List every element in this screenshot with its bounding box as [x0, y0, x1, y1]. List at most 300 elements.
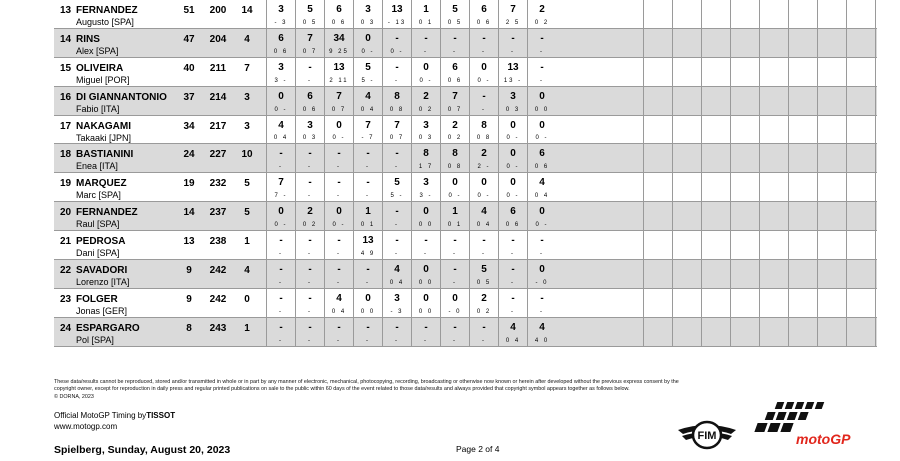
empty-round-cell: [875, 202, 900, 230]
round-cell: [324, 260, 353, 288]
empty-round-cell: [759, 231, 788, 259]
empty-round-cell: [846, 289, 875, 317]
round-breakdown: 0 0: [360, 308, 376, 315]
round-breakdown: 0 8: [389, 106, 405, 113]
round-breakdown: -: [482, 251, 486, 258]
round-breakdown: 0 0: [418, 222, 434, 229]
empty-round-cell: [643, 116, 672, 144]
round-points: -: [540, 61, 544, 73]
empty-round-cell: [846, 144, 875, 172]
empty-round-cell: [817, 144, 846, 172]
empty-round-cell: [701, 29, 730, 57]
rider-gap-to-previous: 3: [244, 120, 250, 132]
rider-gap-to-leader: 227: [209, 149, 227, 161]
rider-surname: BASTIANINI: [76, 149, 134, 161]
empty-round-cell: [875, 260, 900, 288]
round-cell: [440, 173, 469, 201]
round-points: 7: [510, 4, 516, 15]
round-cell: [324, 0, 353, 28]
round-points: 7: [278, 177, 284, 189]
rider-points: 14: [183, 207, 195, 219]
round-points: 4: [394, 264, 400, 276]
rider-surname: NAKAGAMI: [76, 120, 131, 132]
round-points: -: [337, 321, 341, 333]
round-cell: [266, 260, 295, 288]
round-points: 7: [365, 119, 371, 131]
round-breakdown: -: [337, 279, 341, 286]
rider-points: 37: [183, 91, 195, 103]
round-points: -: [395, 148, 399, 160]
round-breakdown: 0 4: [476, 222, 492, 229]
round-points: -: [308, 321, 312, 333]
round-points: -: [511, 264, 515, 276]
empty-round-cell: [672, 231, 701, 259]
round-breakdown: 0 7: [389, 135, 405, 142]
round-breakdown: 13 -: [503, 77, 523, 84]
round-breakdown: 0 6: [331, 19, 347, 26]
round-results: [266, 58, 556, 86]
round-points: 2: [307, 206, 313, 218]
round-points: 3: [307, 119, 313, 131]
round-points: 13: [333, 61, 345, 73]
rider-position: 13: [60, 5, 72, 16]
round-cell: [411, 289, 440, 317]
rider-gap-to-leader: 211: [209, 62, 227, 74]
rider-row: [54, 318, 877, 347]
round-breakdown: 0 2: [447, 135, 463, 142]
round-points: -: [395, 61, 399, 73]
empty-round-cell: [788, 58, 817, 86]
empty-round-cell: [643, 260, 672, 288]
round-breakdown: 0 7: [302, 48, 318, 55]
round-cell: [266, 58, 295, 86]
round-cell: [527, 29, 556, 57]
rider-surname: OLIVEIRA: [76, 62, 124, 74]
rider-firstname-nation: Raul [SPA]: [76, 219, 120, 230]
empty-round-cell: [643, 87, 672, 115]
round-points: -: [482, 90, 486, 102]
round-breakdown: -: [395, 222, 399, 229]
empty-round-cell: [730, 29, 759, 57]
round-cell: [469, 116, 498, 144]
round-breakdown: 0 5: [476, 279, 492, 286]
empty-round-cell: [788, 116, 817, 144]
rider-firstname-nation: Fabio [ITA]: [76, 103, 120, 114]
empty-round-cell: [788, 318, 817, 346]
round-cell: [469, 87, 498, 115]
round-breakdown: 0 2: [302, 222, 318, 229]
rider-surname: PEDROSA: [76, 236, 126, 248]
round-cell: [411, 29, 440, 57]
round-points: 0: [423, 61, 429, 73]
round-points: 3: [510, 90, 516, 102]
future-rounds: [643, 116, 900, 144]
round-breakdown: -: [453, 251, 457, 258]
round-breakdown: -: [308, 77, 312, 84]
rider-gap-to-leader: 243: [209, 322, 227, 334]
round-points: 3: [278, 4, 284, 15]
round-cell: [295, 173, 324, 201]
round-cell: [411, 173, 440, 201]
round-breakdown: - 3: [274, 19, 288, 26]
rider-position: 19: [60, 178, 72, 190]
round-cell: [469, 58, 498, 86]
empty-round-cell: [701, 231, 730, 259]
empty-round-cell: [817, 58, 846, 86]
round-cell: [469, 144, 498, 172]
empty-round-cell: [643, 173, 672, 201]
round-cell: [295, 29, 324, 57]
round-points: -: [308, 61, 312, 73]
round-breakdown: 2 11: [329, 77, 349, 84]
empty-round-cell: [701, 318, 730, 346]
round-breakdown: 0 2: [418, 106, 434, 113]
round-breakdown: -: [366, 337, 370, 344]
empty-round-cell: [759, 260, 788, 288]
rider-points: 24: [183, 149, 195, 161]
rider-firstname-nation: Dani [SPA]: [76, 248, 120, 259]
empty-round-cell: [672, 144, 701, 172]
round-cell: [527, 289, 556, 317]
round-cell: [440, 58, 469, 86]
round-points: 2: [539, 4, 545, 15]
empty-round-cell: [730, 202, 759, 230]
round-breakdown: 0 1: [447, 222, 463, 229]
empty-round-cell: [730, 0, 759, 28]
round-points: 3: [278, 61, 284, 73]
rider-position: 14: [60, 33, 72, 45]
round-points: -: [366, 177, 370, 189]
round-cell: [469, 260, 498, 288]
round-points: -: [279, 321, 283, 333]
round-breakdown: - 13: [387, 19, 407, 26]
round-cell: [295, 260, 324, 288]
round-points: 2: [481, 292, 487, 304]
round-breakdown: -: [337, 164, 341, 171]
round-breakdown: 0 -: [332, 222, 346, 229]
empty-round-cell: [875, 29, 900, 57]
round-results: [266, 318, 556, 346]
future-rounds: [643, 29, 900, 57]
round-points: 34: [333, 32, 345, 44]
round-breakdown: -: [308, 193, 312, 200]
copyright-disclaimer: [54, 379, 804, 401]
round-breakdown: 0 -: [506, 135, 520, 142]
round-points: -: [424, 32, 428, 44]
empty-round-cell: [788, 144, 817, 172]
round-points: -: [482, 321, 486, 333]
round-cell: [469, 29, 498, 57]
future-rounds: [643, 173, 900, 201]
empty-round-cell: [759, 144, 788, 172]
disclaimer-line: copyright owner, except for reproduction in daily press and regular printed publications on sale to the public within 60 days of the event related to those data/results and always provided that copyright symbol appears together as follows below.: [54, 386, 630, 393]
round-cell: [353, 87, 382, 115]
round-breakdown: 0 7: [331, 106, 347, 113]
rider-gap-to-previous: 7: [244, 62, 250, 74]
round-points: 6: [539, 148, 545, 160]
empty-round-cell: [643, 289, 672, 317]
round-breakdown: 0 4: [331, 308, 347, 315]
round-results: [266, 231, 556, 259]
round-cell: [382, 0, 411, 28]
round-cell: [353, 289, 382, 317]
round-points: -: [540, 32, 544, 44]
empty-round-cell: [788, 0, 817, 28]
round-cell: [527, 202, 556, 230]
empty-round-cell: [759, 202, 788, 230]
round-cell: [295, 144, 324, 172]
round-points: 13: [391, 4, 403, 15]
future-rounds: [643, 0, 900, 28]
rider-points: 51: [183, 5, 195, 16]
round-cell: [353, 58, 382, 86]
rider-position: 24: [60, 322, 72, 334]
rider-surname: SAVADORI: [76, 265, 128, 277]
rider-row: [54, 144, 877, 173]
rider-gap-to-previous: 10: [241, 149, 253, 161]
round-results: [266, 173, 556, 201]
future-rounds: [643, 318, 900, 346]
empty-round-cell: [788, 87, 817, 115]
empty-round-cell: [701, 173, 730, 201]
rider-gap-to-previous: 5: [244, 207, 250, 219]
round-cell: [498, 260, 527, 288]
rider-gap-to-previous: 4: [244, 265, 250, 277]
round-breakdown: 0 2: [534, 19, 550, 26]
round-cell: [324, 29, 353, 57]
round-points: -: [540, 235, 544, 247]
round-cell: [266, 231, 295, 259]
round-breakdown: 5 -: [361, 77, 375, 84]
round-breakdown: -: [366, 193, 370, 200]
round-points: 7: [394, 119, 400, 131]
round-breakdown: 0 6: [505, 222, 521, 229]
rider-points: 9: [186, 265, 192, 277]
empty-round-cell: [875, 231, 900, 259]
empty-round-cell: [701, 289, 730, 317]
round-points: 0: [278, 206, 284, 218]
empty-round-cell: [846, 116, 875, 144]
round-breakdown: 2 5: [505, 19, 521, 26]
rider-firstname-nation: Pol [SPA]: [76, 334, 114, 345]
round-cell: [324, 231, 353, 259]
round-cell: [353, 318, 382, 346]
round-cell: [295, 289, 324, 317]
rider-firstname-nation: Miguel [POR]: [76, 74, 130, 85]
round-cell: [498, 173, 527, 201]
round-cell: [353, 260, 382, 288]
future-rounds: [643, 58, 900, 86]
round-points: -: [482, 235, 486, 247]
round-points: 5: [365, 61, 371, 73]
round-cell: [353, 231, 382, 259]
round-results: [266, 87, 556, 115]
empty-round-cell: [701, 87, 730, 115]
round-points: 1: [452, 206, 458, 218]
round-breakdown: 0 1: [418, 19, 434, 26]
round-breakdown: -: [511, 251, 515, 258]
rider-surname: ESPARGARO: [76, 322, 140, 334]
round-results: [266, 202, 556, 230]
empty-round-cell: [643, 231, 672, 259]
round-cell: [411, 144, 440, 172]
round-points: 0: [510, 177, 516, 189]
round-breakdown: 4 0: [534, 337, 550, 344]
round-points: -: [453, 264, 457, 276]
round-cell: [498, 116, 527, 144]
round-breakdown: - 7: [361, 135, 375, 142]
empty-round-cell: [730, 260, 759, 288]
round-cell: [440, 260, 469, 288]
round-cell: [382, 231, 411, 259]
round-cell: [324, 87, 353, 115]
empty-round-cell: [817, 87, 846, 115]
round-points: -: [337, 264, 341, 276]
round-breakdown: 0 6: [447, 77, 463, 84]
round-points: -: [395, 32, 399, 44]
round-points: 7: [307, 32, 313, 44]
round-points: 13: [362, 235, 374, 247]
empty-round-cell: [730, 87, 759, 115]
round-cell: [527, 0, 556, 28]
round-cell: [527, 144, 556, 172]
round-cell: [498, 202, 527, 230]
round-breakdown: 0 7: [447, 106, 463, 113]
rider-surname: FOLGER: [76, 293, 118, 305]
empty-round-cell: [672, 318, 701, 346]
future-rounds: [643, 144, 900, 172]
round-points: 4: [539, 321, 545, 333]
round-cell: [324, 289, 353, 317]
round-points: -: [308, 177, 312, 189]
rider-gap-to-leader: 204: [209, 33, 227, 45]
round-results: [266, 29, 556, 57]
rider-row: [54, 116, 877, 145]
round-points: 13: [507, 61, 519, 73]
round-cell: [411, 202, 440, 230]
round-cell: [324, 144, 353, 172]
round-breakdown: - 0: [535, 279, 549, 286]
rider-row: [54, 58, 877, 87]
rider-points: 13: [183, 236, 195, 248]
round-breakdown: 0 -: [274, 222, 288, 229]
empty-round-cell: [730, 173, 759, 201]
round-points: 0: [365, 292, 371, 304]
round-cell: [353, 29, 382, 57]
empty-round-cell: [643, 318, 672, 346]
round-cell: [498, 87, 527, 115]
empty-round-cell: [701, 260, 730, 288]
round-results: [266, 0, 556, 28]
round-cell: [295, 231, 324, 259]
rider-surname: RINS: [76, 33, 100, 45]
empty-round-cell: [730, 58, 759, 86]
round-breakdown: -: [279, 337, 283, 344]
round-breakdown: 2 -: [477, 164, 491, 171]
timing-credit: [54, 411, 175, 420]
round-points: -: [453, 321, 457, 333]
rider-gap-to-leader: 214: [209, 91, 227, 103]
website-link[interactable]: www.motogp.com: [54, 422, 118, 431]
empty-round-cell: [643, 144, 672, 172]
round-breakdown: -: [308, 164, 312, 171]
rider-points: 40: [183, 62, 195, 74]
round-points: -: [308, 235, 312, 247]
empty-round-cell: [846, 318, 875, 346]
round-points: 3: [423, 177, 429, 189]
empty-round-cell: [701, 202, 730, 230]
round-points: 2: [481, 148, 487, 160]
fim-logo-text: FIM: [697, 430, 717, 442]
empty-round-cell: [730, 289, 759, 317]
round-breakdown: 0 4: [534, 193, 550, 200]
round-breakdown: 0 -: [506, 164, 520, 171]
round-points: 0: [481, 177, 487, 189]
empty-round-cell: [817, 231, 846, 259]
round-breakdown: 0 4: [273, 135, 289, 142]
round-points: 0: [481, 61, 487, 73]
round-breakdown: 0 3: [302, 135, 318, 142]
round-points: -: [424, 321, 428, 333]
round-points: 5: [452, 4, 458, 15]
round-breakdown: 0 6: [534, 164, 550, 171]
empty-round-cell: [817, 202, 846, 230]
round-cell: [411, 260, 440, 288]
rider-position: 20: [60, 207, 72, 219]
empty-round-cell: [643, 58, 672, 86]
round-results: [266, 116, 556, 144]
round-breakdown: 0 -: [535, 222, 549, 229]
round-cell: [440, 289, 469, 317]
round-breakdown: 0 5: [302, 19, 318, 26]
round-points: -: [366, 321, 370, 333]
round-points: 4: [365, 90, 371, 102]
empty-round-cell: [875, 58, 900, 86]
round-points: 0: [423, 206, 429, 218]
empty-round-cell: [672, 289, 701, 317]
round-points: -: [279, 148, 283, 160]
empty-round-cell: [759, 173, 788, 201]
future-rounds: [643, 260, 900, 288]
rider-row: [54, 87, 877, 116]
round-breakdown: 5 -: [390, 193, 404, 200]
empty-round-cell: [846, 87, 875, 115]
future-rounds: [643, 231, 900, 259]
round-cell: [498, 29, 527, 57]
round-cell: [295, 58, 324, 86]
round-cell: [324, 202, 353, 230]
empty-round-cell: [846, 260, 875, 288]
round-breakdown: -: [366, 164, 370, 171]
round-cell: [382, 58, 411, 86]
rider-gap-to-leader: 242: [209, 293, 227, 305]
round-cell: [324, 318, 353, 346]
rider-gap-to-previous: 4: [244, 33, 250, 45]
empty-round-cell: [730, 144, 759, 172]
rider-position: 21: [60, 236, 72, 248]
empty-round-cell: [846, 58, 875, 86]
rider-points: 9: [186, 293, 192, 305]
round-cell: [527, 173, 556, 201]
rider-row: [54, 29, 877, 58]
round-breakdown: 3 -: [419, 193, 433, 200]
round-points: 5: [307, 4, 313, 15]
round-cell: [353, 173, 382, 201]
rider-position: 22: [60, 265, 72, 277]
round-breakdown: -: [337, 193, 341, 200]
round-points: 0: [539, 119, 545, 131]
round-breakdown: 4 9: [360, 251, 376, 258]
